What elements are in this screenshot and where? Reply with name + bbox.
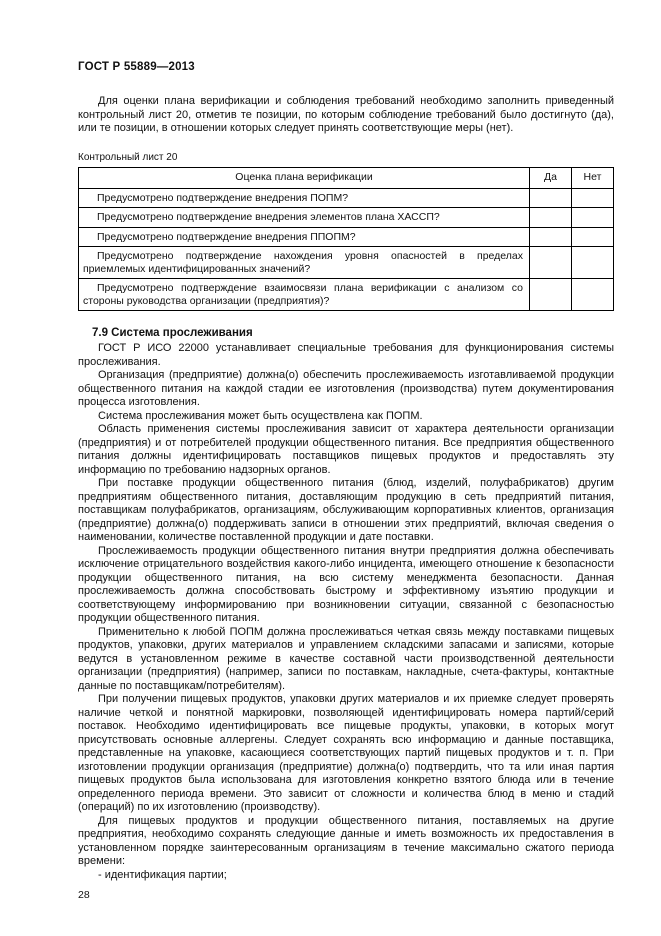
column-header-no: Нет [572, 167, 614, 188]
intro-paragraph: Для оценки плана верификации и соблюдения требований необходимо заполнить приведенный контрольный лист 20, отметив те позиции, по которым соблюдение требований было достигнуто (да), или те позиции, в отношении которых следует принять соответствующие меры (нет). [78, 95, 614, 134]
checklist-row [79, 188, 614, 208]
section-paragraph: Применительно к любой ПОПМ должна прослеживаться четкая связь между поставками пищевых продуктов, упаковки, других материалов и управлением складскими запасами и записями, которые ведутся в установленном режиме в качестве составной части производственной деятельности организации (предприятия) (например, записи по поставкам, накладные, счета-фактуры, контактные данные по поставщикам/потребителям). [78, 625, 614, 692]
yes-cell [530, 208, 572, 228]
checklist-caption: Контрольный лист 20 [78, 151, 178, 163]
question-cell: Предусмотрено подтверждение нахождения уровня опасностей в пределах приемлемых идентифицированных значений? [79, 247, 530, 279]
no-cell [572, 208, 614, 228]
yes-cell [530, 279, 572, 311]
page-content [78, 54, 614, 901]
document-code: ГОСТ Р 55889—2013 [78, 61, 195, 73]
section-paragraph: Для пищевых продуктов и продукции общественного питания, поставляемых на другие предприятия, необходимо сохранять следующие данные и иметь возможность их предоставления в установленном порядке заинтересованным организациям в течение максимально сжатого периода времени: [78, 814, 614, 867]
yes-cell [530, 247, 572, 279]
checklist-row [79, 279, 614, 311]
section-paragraph: ГОСТ Р ИСО 22000 устанавливает специальные требования для функционирования системы прослеживания. [78, 342, 614, 368]
section-paragraph: При получении пищевых продуктов, упаковки других материалов и их приемке следует проверять наличие четкой и понятной маркировки, позволяющей идентифицировать номера партий/серий поставок. Необходимо идентифицировать все пищевые продукты, упаковки, в которых могут присутствовать основные аллергены. Следует сохранять всю информацию и данные поставщика, представленные на упаковке, касающиеся соответствующих партий пищевых продуктов и т. п. При изготовлении продукции организация (предприятие) должна(о) подтвердить, что та или иная партия пищевых продуктов была использована для изготовления конкретно взятого блюда или в течение определенного периода времени. Это зависит от сложности и количества блюд в меню и стадий (операций) по их изготовлению (производству). [78, 693, 614, 813]
yes-cell [530, 227, 572, 247]
checklist-row [79, 247, 614, 279]
checklist-row [79, 227, 614, 247]
page-number: 28 [78, 889, 90, 901]
no-cell [572, 188, 614, 208]
no-cell [572, 247, 614, 279]
section-paragraph: Организация (предприятие) должна(о) обеспечить прослеживаемость изготавливаемой продукции общественного питания на каждой стадии ее изготовления (производства) путем документирования процесса изготовления. [78, 369, 614, 408]
checklist-table [78, 167, 614, 312]
checklist-row [79, 208, 614, 228]
question-cell: Предусмотрено подтверждение взаимосвязи плана верификации с анализом со стороны руководства организации (предприятия)? [79, 279, 530, 311]
section-list-item: - идентификация партии; [98, 868, 227, 881]
section-paragraph: Область применения системы прослеживания зависит от характера деятельности организации (предприятия) и от потребителей продукции общественного питания. Все предприятия общественного питания должны идентифицировать поставщиков пищевых продуктов и предоставлять эту информацию по требованию надзорных органов. [78, 423, 614, 476]
checklist-header-row [79, 167, 614, 188]
section-paragraph: Прослеживаемость продукции общественного питания внутри предприятия должна обеспечивать исключение отрицательного воздействия какого-либо инцидента, имеющего отношение к безопасности продукции общественного питания, на всю систему менеджмента безопасности. Данная прослеживаемость должна способствовать быстрому и эффективному изъятию продукции и соответствующему информированию при возникновении ситуации, связанной с безопасностью продукции общественного питания. [78, 544, 614, 624]
question-cell: Предусмотрено подтверждение внедрения ПОПМ? [79, 188, 530, 208]
question-cell: Предусмотрено подтверждение внедрения ППОПМ? [79, 227, 530, 247]
question-cell: Предусмотрено подтверждение внедрения элементов плана ХАССП? [79, 208, 530, 228]
section-paragraph: При поставке продукции общественного питания (блюд, изделий, полуфабрикатов) другим предприятиям общественного питания, доставляющим продукцию в сеть предприятий питания, поставщикам полуфабрикатов, организациям, обслуживающим корпоративных клиентов, организация (предприятие) должна(о) поддерживать записи в отношении этих предприятий, включая сведения о наименовании, количестве поставленной продукции и дате поставки. [78, 477, 614, 543]
yes-cell [530, 188, 572, 208]
section-paragraph: Система прослеживания может быть осуществлена как ПОПМ. [98, 409, 423, 422]
column-header-question: Оценка плана верификации [79, 167, 530, 188]
no-cell [572, 279, 614, 311]
no-cell [572, 227, 614, 247]
column-header-yes: Да [530, 167, 572, 188]
section-heading: 7.9 Система прослеживания [92, 327, 253, 339]
